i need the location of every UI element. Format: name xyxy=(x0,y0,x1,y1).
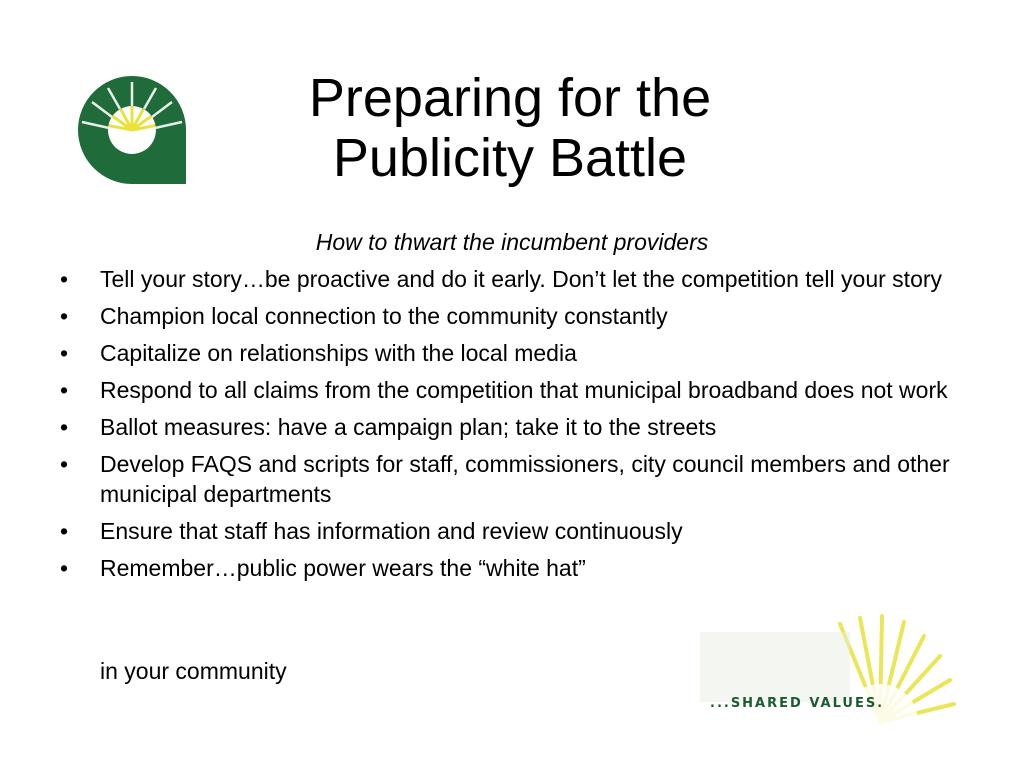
bullet-item xyxy=(60,412,990,442)
slide-title xyxy=(210,68,810,188)
bullet-text: Tell your story…be proactive and do it early. Don’t let the competition tell your story xyxy=(100,266,943,292)
bullet-text: Champion local connection to the community constantly xyxy=(100,303,668,329)
bullet-text: Capitalize on relationships with the local media xyxy=(100,340,577,366)
bullet-dot: • xyxy=(60,451,69,477)
bullet-dot: • xyxy=(60,377,69,403)
bullet-item xyxy=(60,375,990,405)
bullet-item xyxy=(60,516,990,546)
bullet-item xyxy=(60,338,990,368)
bullet-continuation: in your community xyxy=(100,658,287,684)
bullet-text: Ensure that staff has information and review continuously xyxy=(100,518,683,544)
bullet-text: Develop FAQS and scripts for staff, commissioners, city council members and other municipal departments xyxy=(100,451,950,507)
bullet-dot: • xyxy=(60,266,69,292)
bullet-item xyxy=(60,553,990,583)
shared-values-watermark: ...SHARED VALUES. xyxy=(710,696,885,711)
bullet-text: Ballot measures: have a campaign plan; take it to the streets xyxy=(100,414,717,440)
bullet-item xyxy=(60,301,990,331)
bullet-dot: • xyxy=(60,414,69,440)
letter-a-sunburst-logo-icon xyxy=(72,72,192,192)
slide-title-line-1: Preparing for the xyxy=(308,68,712,128)
bullet-dot: • xyxy=(60,303,69,329)
bullet-text: Remember…public power wears the “white hat” xyxy=(100,555,586,581)
bullet-text: Respond to all claims from the competition that municipal broadband does not work xyxy=(100,377,948,403)
bullet-item xyxy=(60,449,990,509)
bullet-dot: • xyxy=(60,340,69,366)
slide-subtitle: How to thwart the incumbent providers xyxy=(315,229,709,255)
bullet-dot: • xyxy=(60,555,69,581)
bullet-list xyxy=(60,264,990,590)
bullet-item xyxy=(60,264,990,294)
bullet-dot: • xyxy=(60,518,69,544)
sunburst-icon xyxy=(690,612,960,742)
slide-title-line-2: Publicity Battle xyxy=(332,128,688,188)
